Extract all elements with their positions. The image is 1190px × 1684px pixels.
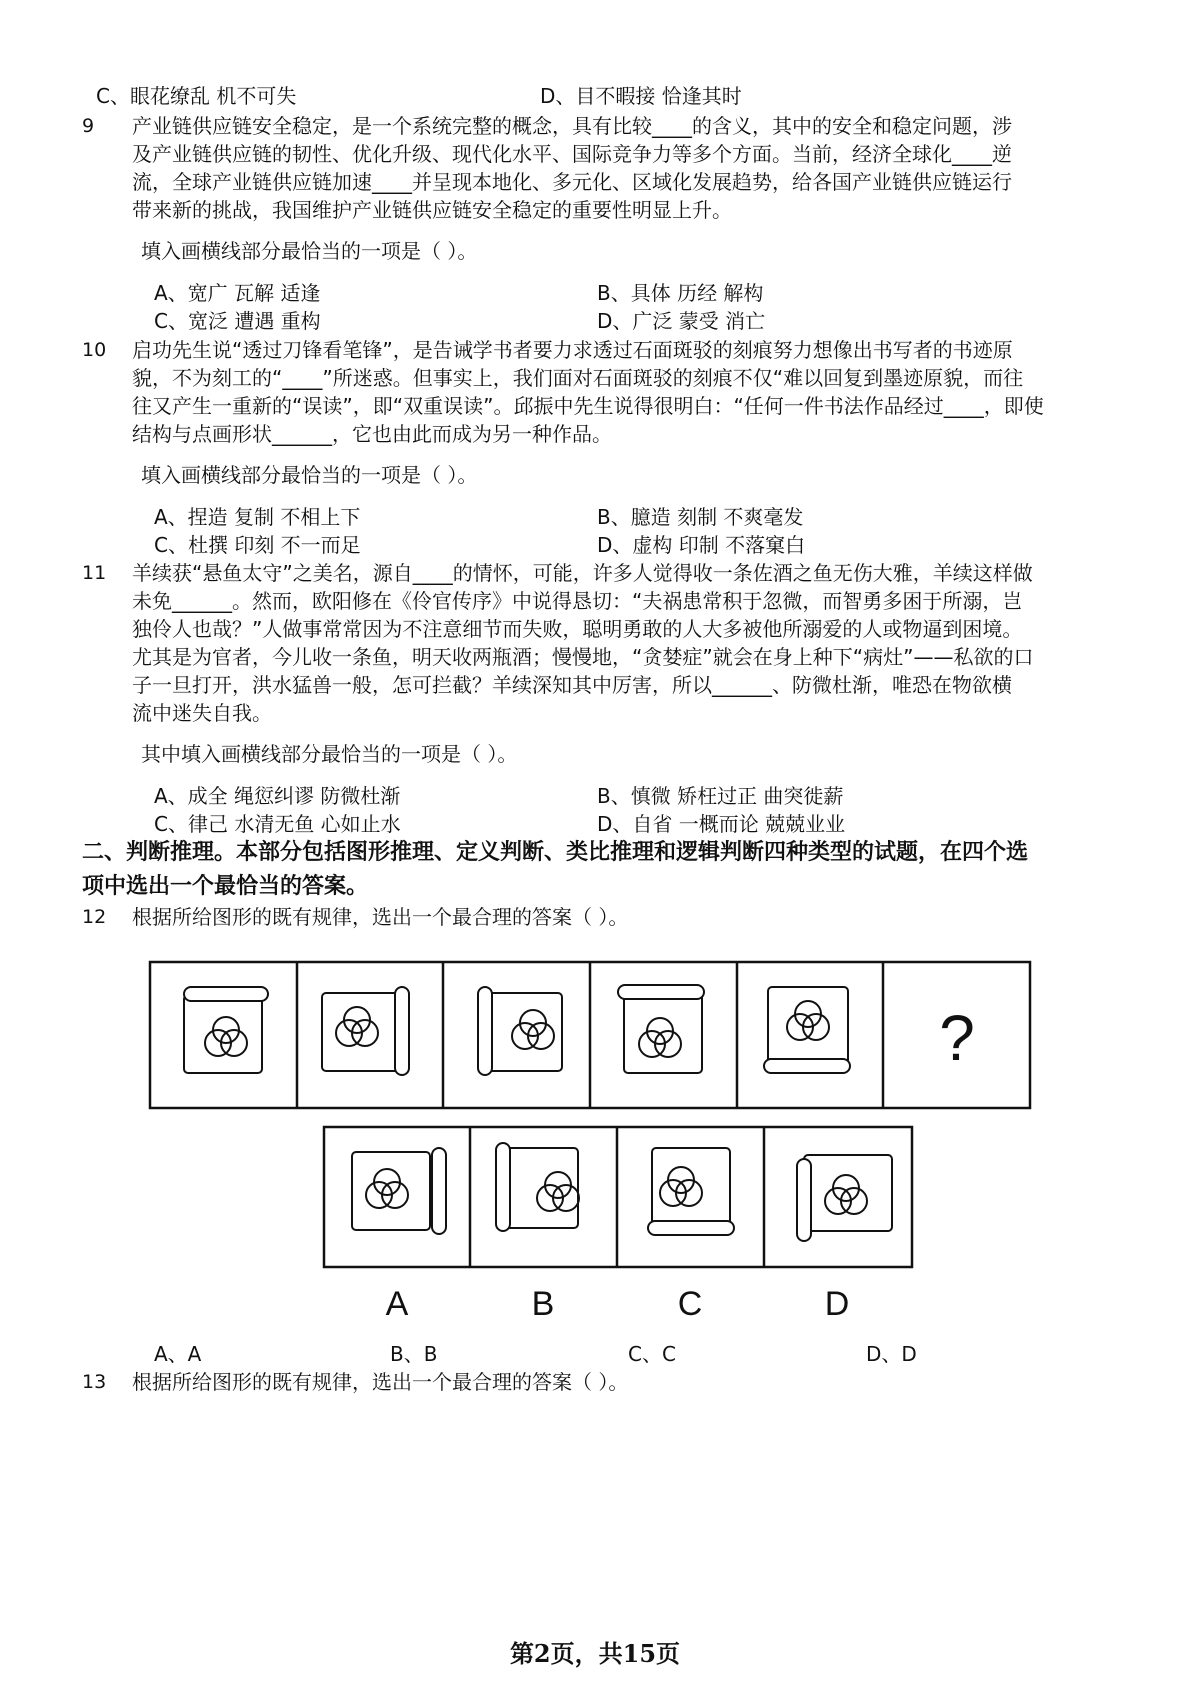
q12-figure (0, 955, 1190, 1335)
q12-prompt: 根据所给图形的既有规律，选出一个最合理的答案（ ）。 (132, 905, 629, 929)
q11-option-c[interactable]: C、律己 水清无鱼 心如止水 (154, 812, 401, 836)
scroll-figure (478, 987, 562, 1075)
q10-option-b[interactable]: B、臆造 刻制 不爽毫发 (597, 505, 804, 529)
q12-number: 12 (82, 906, 107, 928)
q12-option-d[interactable]: D、D (866, 1342, 917, 1366)
q10-prompt: 填入画横线部分最恰当的一项是（ ）。 (141, 463, 478, 487)
section-heading: 项中选出一个最恰当的答案。 (82, 874, 369, 899)
q13-number: 13 (82, 1371, 107, 1393)
question-mark: ? (939, 1002, 975, 1074)
choice-label-a: A (385, 1285, 409, 1323)
q10-option-d[interactable]: D、虚构 印制 不落窠白 (597, 533, 806, 557)
q9-text-line: 流，全球产业链供应链加速____并呈现本地化、多元化、区域化发展趋势，给各国产业链供应链运行 (132, 170, 1012, 194)
q10-option-c[interactable]: C、杜撰 印刻 不一而足 (154, 533, 361, 557)
q10-number: 10 (82, 339, 107, 361)
q10-option-a[interactable]: A、捏造 复制 不相上下 (154, 505, 361, 529)
q11-text-line: 流中迷失自我。 (132, 701, 272, 725)
scroll-figure (618, 985, 704, 1073)
q11-text-line: 子一旦打开，洪水猛兽一般，怎可拦截？羊续深知其中厉害，所以______、防微杜渐，唯恐在物欲横 (132, 673, 1012, 697)
scroll-figure (184, 987, 268, 1073)
choice-figure-c[interactable] (648, 1148, 734, 1235)
q8-option-d[interactable]: D、目不暇接 恰逢其时 (540, 84, 742, 108)
q9-text-line: 产业链供应链安全稳定，是一个系统完整的概念，具有比较____的含义，其中的安全和稳定问题，涉 (132, 114, 1012, 138)
q11-prompt: 其中填入画横线部分最恰当的一项是（ ）。 (141, 742, 518, 766)
q11-option-a[interactable]: A、成全 绳愆纠谬 防微杜渐 (154, 784, 401, 808)
q12-option-a[interactable]: A、A (154, 1342, 202, 1366)
q11-option-b[interactable]: B、慎微 矫枉过正 曲突徙薪 (597, 784, 844, 808)
q13-prompt: 根据所给图形的既有规律，选出一个最合理的答案（ ）。 (132, 1370, 629, 1394)
choice-figure-a[interactable] (352, 1148, 446, 1234)
q11-option-d[interactable]: D、自省 一概而论 兢兢业业 (597, 812, 846, 836)
q10-text-line: 结构与点画形状______，它也由此而成为另一种作品。 (132, 422, 612, 446)
q12-option-c[interactable]: C、C (628, 1342, 676, 1366)
q9-option-c[interactable]: C、宽泛 遭遇 重构 (154, 309, 321, 333)
q10-text-line: 貌，不为刻工的“____”所迷惑。但事实上，我们面对石面斑驳的刻痕不仅“难以回复到墨迹原貌，而往 (132, 366, 1024, 390)
choice-label-d: D (824, 1285, 850, 1323)
section-heading: 二、判断推理。本部分包括图形推理、定义判断、类比推理和逻辑判断四种类型的试题，在四个选 (82, 840, 1029, 865)
q11-number: 11 (82, 562, 107, 584)
answer-row (324, 1127, 912, 1323)
q9-option-a[interactable]: A、宽广 瓦解 适逢 (154, 281, 321, 305)
q9-option-d[interactable]: D、广泛 蒙受 消亡 (597, 309, 766, 333)
scroll-figure (764, 987, 850, 1073)
q9-number: 9 (82, 115, 95, 137)
q11-text-line: 羊续获“悬鱼太守”之美名，源自____的情怀，可能，许多人觉得收一条佐酒之鱼无伤大雅，羊续这样做 (132, 561, 1033, 585)
q11-text-line: 独伶人也哉？”人做事常常因为不注意细节而失败，聪明勇敢的人大多被他所溺爱的人或物逼到困境。 (132, 617, 1023, 641)
q10-text-line: 往又产生一重新的“误读”，即“双重误读”。邱振中先生说得很明白：“任何一件书法作品经过____，即使 (132, 394, 1044, 418)
choice-label-c: C (677, 1285, 703, 1323)
q8-option-c[interactable]: C、眼花缭乱 机不可失 (96, 84, 297, 108)
choice-figure-b[interactable] (496, 1143, 579, 1231)
page-footer: 第2页，共15页 (509, 1639, 681, 1668)
choice-label-b: B (531, 1285, 555, 1323)
q9-option-b[interactable]: B、具体 历经 解构 (597, 281, 764, 305)
q12-option-b[interactable]: B、B (390, 1342, 438, 1366)
q10-text-line: 启功先生说“透过刀锋看笔锋”，是告诫学书者要力求透过石面斑驳的刻痕努力想像出书写者的书迹原 (132, 338, 1013, 362)
scroll-figure (322, 987, 409, 1075)
q9-text-line: 及产业链供应链的韧性、优化升级、现代化水平、国际竞争力等多个方面。当前，经济全球化____逆 (132, 142, 1012, 166)
q11-text-line: 尤其是为官者，今儿收一条鱼，明天收两瓶酒；慢慢地，“贪婪症”就会在身上种下“病灶”——私欲的口 (132, 645, 1034, 669)
q11-text-line: 未免______。然而，欧阳修在《伶官传序》中说得恳切：“夫祸患常积于忽微，而智勇多困于所溺，岂 (132, 589, 1023, 613)
choice-figure-d[interactable] (797, 1155, 892, 1241)
sequence-row (150, 962, 1030, 1108)
q9-prompt: 填入画横线部分最恰当的一项是（ ）。 (141, 239, 478, 263)
q9-text-line: 带来新的挑战，我国维护产业链供应链安全稳定的重要性明显上升。 (132, 198, 732, 222)
